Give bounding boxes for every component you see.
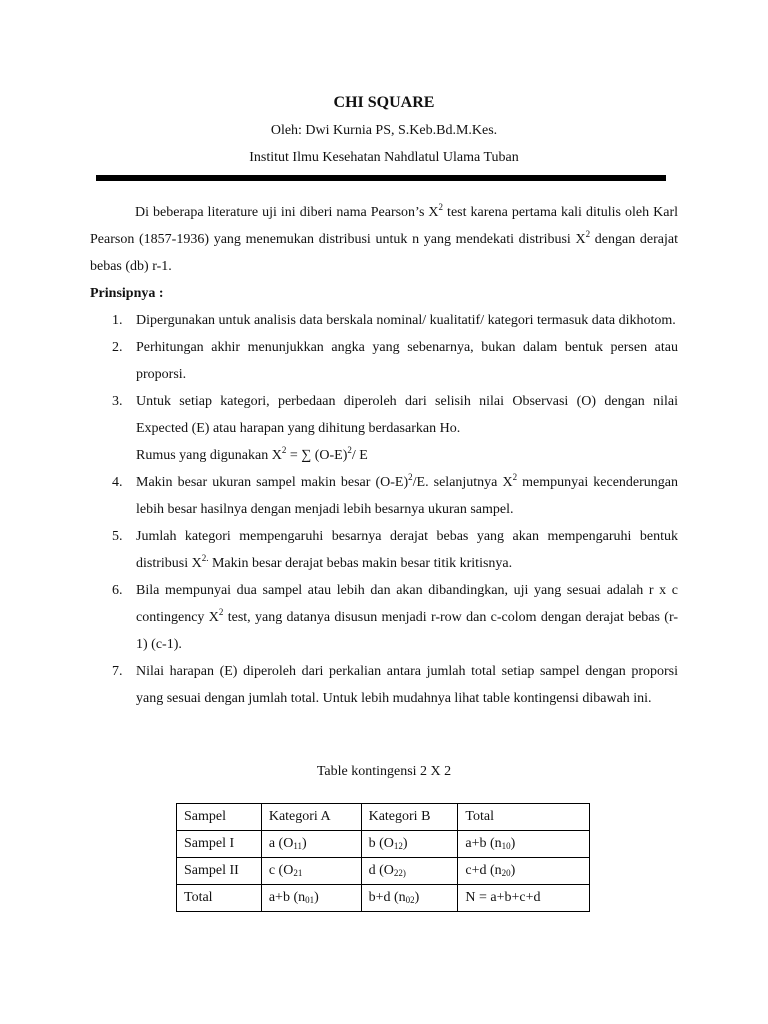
principle-text: Untuk setiap kategori, perbedaan diperoleh dari selisih nilai Observasi (O) dengan nilai Expected (E) atau harapan yang dihitung berdasarkan Ho. [136, 394, 678, 436]
chi-square-formula [136, 442, 678, 469]
list-number: 2. [112, 340, 123, 355]
cell-text: a (O [268, 836, 294, 851]
institution-line: Institut Ilmu Kesehatan Nahdlatul Ulama Tuban [249, 150, 519, 165]
cell-text: ) [402, 836, 408, 851]
principle-text: mempunyai kecenderungan lebih besar hasilnya dengan menjadi lebih besarnya ukuran sampel. [136, 475, 678, 517]
principle-text: Makin besar ukuran sampel makin besar (O-E) [136, 475, 409, 490]
cell-text: Total [184, 890, 213, 905]
cell-text: ) [414, 890, 420, 905]
cell-text: c+d (n [465, 863, 502, 878]
subscript: 10 [501, 841, 511, 851]
table-cell [261, 858, 361, 885]
superscript: 2 [408, 472, 413, 482]
subscript: 20 [501, 868, 511, 878]
list-number: 6. [112, 583, 123, 598]
intro-text: Di beberapa literature uji ini diberi nama Pearson’s X [135, 205, 439, 220]
cell-text: b+d (n [368, 890, 406, 905]
cell-text: Sampel II [184, 863, 239, 878]
cell-text: a+b (n [268, 890, 306, 905]
superscript: 2 [438, 202, 444, 212]
intro-text: test karena pertama kali ditulis oleh Karl Pearson (1857-1936) yang menemukan distribusi untuk n yang mendekati distribusi X [90, 205, 678, 247]
table-row [177, 885, 590, 912]
cell-text: N = a+b+c+d [465, 890, 541, 905]
principle-item [90, 388, 678, 469]
formula-text: Rumus yang digunakan X [136, 448, 282, 463]
superscript: 2 [347, 445, 352, 455]
cell-text: a+b (n [465, 836, 502, 851]
table-cell [177, 831, 262, 858]
column-header: Total [458, 804, 590, 831]
principle-text: /E. selanjutnya X [412, 475, 513, 490]
intro-paragraph [90, 199, 678, 280]
cell-text: ) [314, 890, 319, 905]
superscript: 2. [201, 553, 209, 563]
superscript: 2 [512, 472, 518, 482]
principle-text: test, yang datanya disusun menjadi r-row dan c-colom dengan derajat bebas (r-1) (c-1). [136, 610, 679, 652]
superscript: 2 [585, 229, 591, 239]
subscript: 01 [305, 895, 315, 905]
subscript: 02 [405, 895, 415, 905]
table-caption: Table kontingensi 2 X 2 [316, 764, 452, 779]
principles-list [90, 307, 678, 712]
list-number: 7. [112, 664, 123, 679]
table-row [177, 831, 590, 858]
principle-text: Perhitungan akhir menunjukkan angka yang sebenarnya, bukan dalam bentuk persen atau proporsi. [136, 340, 678, 382]
principle-text: Bila mempunyai dua sampel atau lebih dan akan dibandingkan, uji yang sesuai adalah r x c contingency X [136, 583, 678, 625]
principle-item [90, 577, 678, 658]
formula-text: / E [351, 448, 368, 463]
table-cell [261, 831, 361, 858]
column-header: Sampel [177, 804, 262, 831]
table-cell [261, 885, 361, 912]
superscript: 2 [281, 445, 287, 455]
table-cell [177, 858, 262, 885]
formula-text: = ∑ (O-E) [286, 448, 348, 463]
table-cell [177, 885, 262, 912]
subscript: 11 [293, 841, 302, 851]
list-number: 1. [112, 313, 123, 328]
subscript: 12 [393, 841, 403, 851]
contingency-table [176, 803, 590, 912]
subscript: 22) [393, 868, 406, 878]
table-cell [361, 858, 458, 885]
principle-item [90, 469, 678, 523]
table-cell [458, 831, 590, 858]
cell-text: c (O [268, 863, 294, 878]
principle-text: Jumlah kategori mempengaruhi besarnya derajat bebas yang akan mempengaruhi bentuk distribusi X [136, 529, 678, 571]
document-body [90, 199, 678, 712]
subscript: 21 [293, 868, 303, 878]
author-line: Oleh: Dwi Kurnia PS, S.Keb.Bd.M.Kes. [270, 123, 498, 138]
table-row [177, 858, 590, 885]
cell-text: ) [510, 863, 516, 878]
list-number: 4. [112, 475, 123, 490]
cell-text: d (O [368, 863, 394, 878]
principle-text: Nilai harapan (E) diperoleh dari perkalian antara jumlah total setiap sampel dengan proporsi yang sesuai dengan jumlah total. Untuk lebih mudahnya lihat table kontingensi dibawah ini. [136, 664, 678, 706]
column-header: Kategori A [261, 804, 361, 831]
principle-text: Makin besar derajat bebas makin besar titik kritisnya. [208, 556, 513, 571]
cell-text: ) [302, 836, 307, 851]
table-cell [458, 885, 590, 912]
principle-item [90, 658, 678, 712]
cell-text: b (O [368, 836, 394, 851]
cell-text: Sampel I [184, 836, 235, 851]
table-cell [361, 885, 458, 912]
cell-text: ) [510, 836, 516, 851]
list-number: 3. [112, 394, 123, 409]
list-number: 5. [112, 529, 123, 544]
principle-item [90, 334, 678, 388]
intro-text: dengan derajat bebas (db) r-1. [90, 232, 678, 274]
header-divider [96, 175, 666, 181]
superscript: 2 [218, 607, 224, 617]
principle-item [90, 523, 678, 577]
column-header: Kategori B [361, 804, 458, 831]
principle-text: Dipergunakan untuk analisis data berskala nominal/ kualitatif/ kategori termasuk data dikhotom. [136, 313, 676, 328]
principles-heading: Prinsipnya : [90, 286, 164, 301]
principle-item [90, 307, 678, 334]
table-header-row [177, 804, 590, 831]
table-cell [458, 858, 590, 885]
table-cell [361, 831, 458, 858]
document-title: CHI SQUARE [333, 94, 435, 111]
